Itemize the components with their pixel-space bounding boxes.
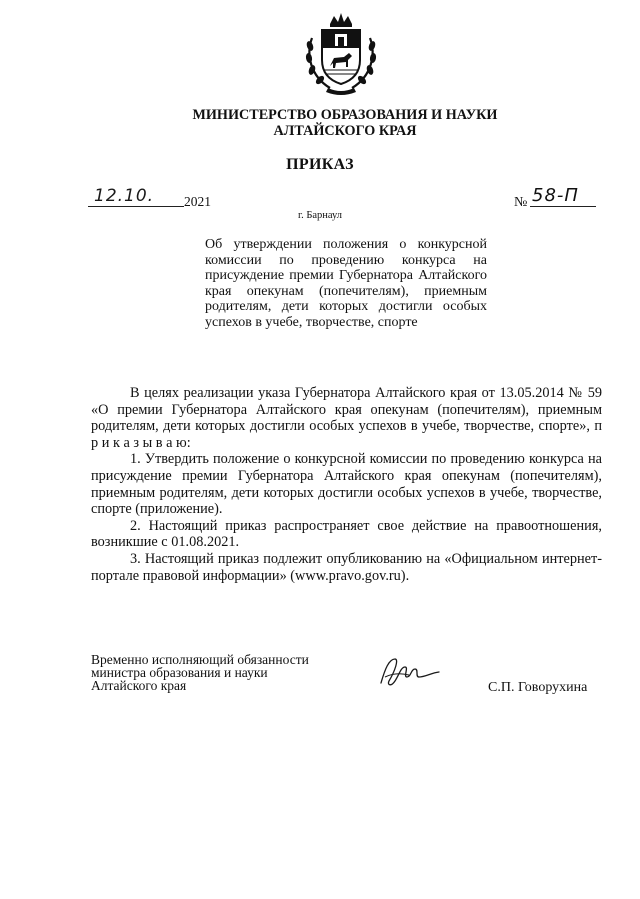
position-line-2: министра образования и науки xyxy=(91,665,268,681)
signatory-position xyxy=(91,653,309,693)
preamble-paragraph: В целях реализации указа Губернатора Алтайского края от 13.05.2014 № 59 «О премии Губернатора Алтайского края опекунам (попечителям), приемным родителям, дети которых достигли особых успехов в учебе, творчестве, спорте», п р и к а з ы в а ю: xyxy=(91,385,602,451)
item-3-paragraph: 3. Настоящий приказ подлежит опубликованию на «Официальном интернет-портале правовой информации» (www.pravo.gov.ru). xyxy=(91,550,602,584)
position-line-1: Временно исполняющий обязанности xyxy=(91,652,309,667)
order-number xyxy=(514,185,594,212)
order-body xyxy=(91,385,602,584)
number-handwritten: 58-П xyxy=(532,185,579,206)
number-sign: № xyxy=(514,195,528,210)
date-underline xyxy=(88,206,184,207)
ministry-line-1: МИНИСТЕРСТВО ОБРАЗОВАНИЯ И НАУКИ xyxy=(192,107,498,123)
item-2-paragraph: 2. Настоящий приказ распространяет свое действие на правоотношения, возникшие с 01.08.2021. xyxy=(91,517,602,551)
item-1-paragraph: 1. Утвердить положение о конкурсной комиссии по проведению конкурса на присуждение премии Губернатора Алтайского края опекунам (попечителям), приемным родителям, дети которых достигли особых успехов в учебе, творчестве, спорте (приложение). xyxy=(91,451,602,518)
handwritten-signature-icon xyxy=(375,653,445,693)
document-title: ПРИКАЗ xyxy=(286,156,354,173)
date-handwritten: 12.10. xyxy=(94,186,155,206)
coat-of-arms-icon xyxy=(302,10,380,96)
city: г. Барнаул xyxy=(297,210,343,221)
order-subject: Об утверждении положения о конкурсной комиссии по проведению конкурса на присуждение премии Губернатора Алтайского края опекунам (попечителям), приемным родителям, дети которых достигли особых успехов в учебе, творчестве, спорте xyxy=(205,237,487,330)
number-underline xyxy=(530,206,596,207)
ministry-name xyxy=(150,107,540,139)
ministry-line-2: АЛТАЙСКОГО КРАЯ xyxy=(273,123,417,139)
signature-block xyxy=(91,653,611,713)
date-year: 2021 xyxy=(184,194,211,209)
position-line-3: Алтайского края xyxy=(91,678,187,694)
signatory-name: С.П. Говорухина xyxy=(488,680,588,695)
order-date xyxy=(88,186,218,212)
